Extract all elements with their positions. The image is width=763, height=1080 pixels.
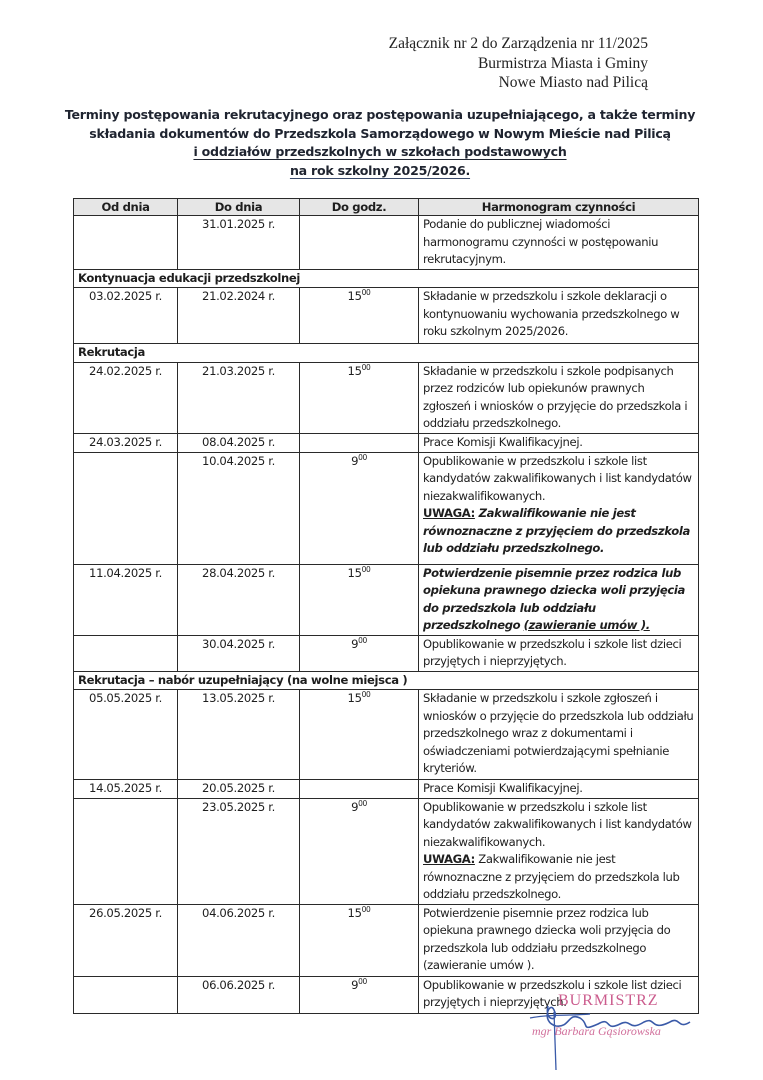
header-hour: Do godz. — [300, 199, 419, 216]
section-row — [74, 269, 699, 288]
to-date-cell: 21.03.2025 r. — [178, 362, 300, 433]
from-date-cell: 26.05.2025 r. — [74, 904, 178, 976]
activity-text: Opublikowanie w przedszkolu i szkole list kandydatów zakwalifikowanych i list kandydatów niezakwalifikowanych. — [423, 799, 692, 849]
warning-label: UWAGA: — [423, 506, 475, 520]
hour-value: 15 — [347, 691, 362, 705]
activity-cell — [419, 216, 699, 270]
from-date-cell: 03.02.2025 r. — [74, 288, 178, 344]
to-date-cell: 04.06.2025 r. — [178, 904, 300, 976]
activity-text: Prace Komisji Kwalifikacyjnej. — [423, 434, 583, 449]
table-row — [74, 433, 699, 452]
from-date-cell: 24.02.2025 r. — [74, 362, 178, 433]
activity-cell — [419, 288, 699, 344]
activity-text: Składanie w przedszkolu i szkole deklaracji o kontynuowaniu wychowania przedszkolnego w roku szkolnym 2025/2026. — [423, 289, 680, 338]
hour-cell — [300, 635, 419, 671]
activity-text: Składanie w przedszkolu i szkole zgłoszeń i wniosków o przyjęcie do przedszkola lub oddziału przedszkolnego wraz z dokumentami i oświadczeniami potwierdzającymi spełnianie kryteriów. — [423, 691, 694, 775]
document-title — [60, 106, 700, 180]
from-date-cell — [74, 216, 178, 270]
signature-stamp — [520, 992, 720, 1072]
to-date-cell: 23.05.2025 r. — [178, 798, 300, 904]
hour-cell — [300, 690, 419, 780]
to-date-cell: 30.04.2025 r. — [178, 635, 300, 671]
header-activity: Harmonogram czynności — [419, 199, 699, 216]
activity-cell — [419, 904, 699, 976]
annex-header — [389, 34, 648, 93]
hour-cell — [300, 433, 419, 452]
hour-cell — [300, 452, 419, 564]
from-date-cell — [74, 798, 178, 904]
from-date-cell — [74, 976, 178, 1013]
activity-cell — [419, 433, 699, 452]
hour-value: 15 — [347, 905, 362, 920]
table-row — [74, 216, 699, 270]
activity-cell — [419, 780, 699, 799]
activity-text: Potwierdzenie pisemnie przez rodzica lub opiekuna prawnego dziecka woli przyjęcia do przedszkola lub oddziału przedszkolnego (zawieranie umów ). — [423, 905, 671, 972]
table-row — [74, 564, 699, 635]
activity-text: Opublikowanie w przedszkolu i szkole list dzieci przyjętych i nieprzyjętych. — [423, 636, 682, 668]
hour-minutes: 00 — [358, 635, 367, 645]
table-row — [74, 362, 699, 433]
activity-cell — [419, 798, 699, 904]
section-title: Rekrutacja – nabór uzupełniający (na wolne miejsca ) — [74, 671, 699, 690]
hour-value: 9 — [351, 977, 359, 992]
hour-minutes: 00 — [358, 798, 367, 808]
activity-text: Podanie do publicznej wiadomości harmonogramu czynności w postępowaniu rekrutacyjnym. — [423, 217, 659, 266]
table-row — [74, 780, 699, 799]
stamp-role: BURMISTRZ — [558, 992, 659, 1009]
annex-line-2: Burmistrza Miasta i Gminy — [477, 54, 648, 72]
to-date-cell: 08.04.2025 r. — [178, 433, 300, 452]
section-title: Kontynuacja edukacji przedszkolnej — [74, 269, 699, 288]
hour-minutes: 00 — [361, 362, 371, 372]
section-title: Rekrutacja — [74, 344, 699, 363]
table-row — [74, 288, 699, 344]
activity-note: (zawieranie umów ). — [523, 618, 650, 632]
hour-value: 9 — [351, 453, 359, 468]
table-row — [74, 452, 699, 564]
from-date-cell: 14.05.2025 r. — [74, 780, 178, 799]
hour-minutes: 00 — [358, 976, 367, 986]
hour-value: 9 — [351, 799, 359, 814]
activity-text: Potwierdzenie pisemnie przez rodzica lub opiekuna prawnego dziecka woli przyjęcia do przedszkola lub oddziału przedszkolnego — [423, 565, 685, 632]
hour-minutes: 00 — [361, 690, 371, 699]
activity-text: Opublikowanie w przedszkolu i szkole list dzieci przyjętych i nieprzyjętych. — [423, 977, 682, 1009]
activity-cell — [419, 690, 699, 780]
table-row — [74, 798, 699, 904]
hour-cell — [300, 798, 419, 904]
annex-line-1: Załącznik nr 2 do Zarządzenia nr 11/2025 — [388, 35, 648, 52]
from-date-cell: 11.04.2025 r. — [74, 564, 178, 635]
from-date-cell: 24.03.2025 r. — [74, 433, 178, 452]
activity-cell — [419, 362, 699, 433]
hour-cell — [300, 362, 419, 433]
table-row — [74, 635, 699, 671]
header-to: Do dnia — [178, 199, 300, 216]
hour-minutes: 00 — [361, 288, 371, 297]
hour-cell — [300, 288, 419, 344]
section-row — [74, 344, 699, 363]
hour-cell — [300, 976, 419, 1013]
hour-value: 15 — [347, 565, 362, 580]
hour-minutes: 00 — [361, 904, 371, 914]
title-line-1: Terminy postępowania rekrutacyjnego oraz postępowania uzupełniającego, a także terminy — [64, 107, 696, 122]
title-line-4: na rok szkolny 2025/2026. — [289, 162, 471, 178]
title-line-2: składania dokumentów do Przedszkola Samorządowego w Nowym Mieście nad Pilicą — [89, 125, 671, 141]
table-header-row — [74, 199, 699, 216]
header-from: Od dnia — [74, 199, 178, 216]
activity-text: Opublikowanie w przedszkolu i szkole list kandydatów zakwalifikowanych i list kandydatów niezakwalifikowanych. — [423, 453, 692, 503]
to-date-cell: 21.02.2024 r. — [178, 288, 300, 344]
activity-cell — [419, 564, 699, 635]
from-date-cell: 05.05.2025 r. — [74, 690, 178, 780]
schedule-table — [73, 198, 699, 1014]
hour-cell — [300, 904, 419, 976]
table-row — [74, 904, 699, 976]
hour-cell — [300, 564, 419, 635]
stamp-name: mgr Barbara Gąsiorowska — [532, 1024, 661, 1038]
hour-cell — [300, 216, 419, 270]
activity-cell — [419, 452, 699, 564]
to-date-cell: 28.04.2025 r. — [178, 564, 300, 635]
hour-value: 15 — [347, 289, 362, 303]
to-date-cell: 10.04.2025 r. — [178, 452, 300, 564]
section-row — [74, 671, 699, 690]
from-date-cell — [74, 635, 178, 671]
hour-value: 15 — [347, 363, 362, 378]
table-row — [74, 690, 699, 780]
activity-text: Prace Komisji Kwalifikacyjnej. — [423, 781, 583, 795]
to-date-cell: 13.05.2025 r. — [178, 690, 300, 780]
to-date-cell: 20.05.2025 r. — [178, 780, 300, 799]
from-date-cell — [74, 452, 178, 564]
activity-text: Składanie w przedszkolu i szkole podpisanych przez rodziców lub opiekunów prawnych zgłoszeń i wniosków o przyjęcie do przedszkola i oddziału przedszkolnego. — [423, 363, 688, 430]
hour-minutes: 00 — [358, 452, 367, 462]
warning-label: UWAGA: — [423, 852, 475, 866]
title-line-3: i oddziałów przedszkolnych w szkołach podstawowych — [193, 144, 567, 159]
annex-line-3: Nowe Miasto nad Pilicą — [498, 74, 648, 91]
hour-value: 9 — [351, 636, 359, 651]
hour-minutes: 00 — [361, 564, 371, 574]
warning-text: Zakwalifikowanie nie jest równoznaczne z przyjęciem do przedszkola lub oddziału przedszkolnego. — [423, 506, 690, 555]
warning-text: Zakwalifikowanie nie jest równoznaczne z przyjęciem do przedszkola lub oddziału przedszkolnego. — [423, 852, 680, 901]
hour-cell — [300, 780, 419, 799]
to-date-cell: 06.06.2025 r. — [178, 976, 300, 1013]
to-date-cell: 31.01.2025 r. — [178, 216, 300, 270]
activity-cell — [419, 635, 699, 671]
